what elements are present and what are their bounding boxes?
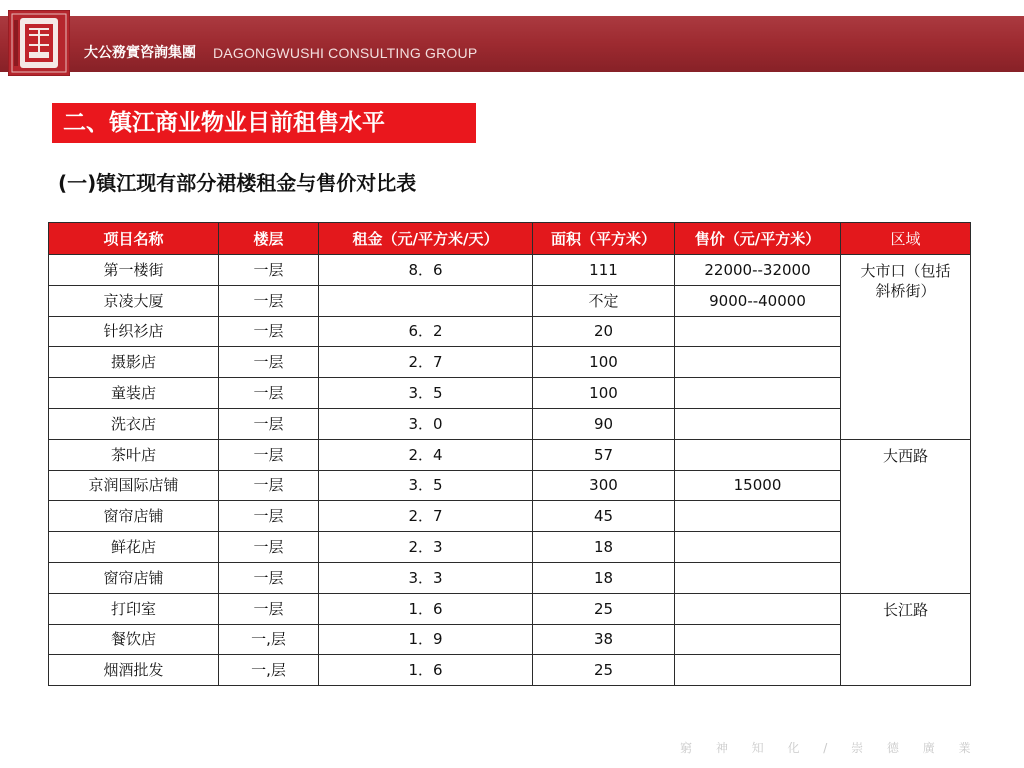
cell-price xyxy=(675,532,841,563)
cell-rent: 2．7 xyxy=(319,347,533,378)
footer-motto: 窮 神 知 化 / 崇 德 廣 業 xyxy=(680,741,981,755)
cell-project-name: 餐饮店 xyxy=(49,624,219,655)
cell-floor: 一层 xyxy=(219,316,319,347)
section-heading-box xyxy=(52,103,476,143)
table-row xyxy=(49,655,971,686)
rent-price-table xyxy=(48,222,971,686)
cell-price: 22000--32000 xyxy=(675,255,841,286)
cell-rent: 8．6 xyxy=(319,255,533,286)
table-row xyxy=(49,378,971,409)
cell-rent xyxy=(319,285,533,316)
cell-area: 25 xyxy=(533,593,675,624)
table-body xyxy=(49,255,971,686)
company-logo xyxy=(8,10,70,76)
cell-region xyxy=(841,593,971,685)
cell-price xyxy=(675,408,841,439)
cell-rent: 3．5 xyxy=(319,378,533,409)
cell-area: 20 xyxy=(533,316,675,347)
cell-price xyxy=(675,378,841,409)
cell-project-name: 洗衣店 xyxy=(49,408,219,439)
cell-price: 15000 xyxy=(675,470,841,501)
cell-price: 9000--40000 xyxy=(675,285,841,316)
column-header-price: 售价（元/平方米） xyxy=(675,223,841,255)
cell-floor: 一层 xyxy=(219,347,319,378)
column-header-area: 面积（平方米） xyxy=(533,223,675,255)
column-header-floor: 楼层 xyxy=(219,223,319,255)
cell-area: 300 xyxy=(533,470,675,501)
cell-floor: 一层 xyxy=(219,408,319,439)
cell-region xyxy=(841,255,971,440)
cell-project-name: 打印室 xyxy=(49,593,219,624)
cell-project-name: 童装店 xyxy=(49,378,219,409)
table-row xyxy=(49,593,971,624)
table-header xyxy=(49,223,971,255)
table-header-row xyxy=(49,223,971,255)
cell-price xyxy=(675,347,841,378)
cell-rent: 3．3 xyxy=(319,562,533,593)
cell-price xyxy=(675,624,841,655)
cell-area: 45 xyxy=(533,501,675,532)
table-row xyxy=(49,285,971,316)
cell-price xyxy=(675,562,841,593)
cell-project-name: 窗帘店铺 xyxy=(49,501,219,532)
cell-floor: 一层 xyxy=(219,562,319,593)
table-row xyxy=(49,470,971,501)
cell-region xyxy=(841,439,971,593)
cell-project-name: 鲜花店 xyxy=(49,532,219,563)
cell-price xyxy=(675,593,841,624)
brand-name-chinese: 大公務實咨詢集團 xyxy=(84,45,196,61)
cell-rent: 2．7 xyxy=(319,501,533,532)
cell-price xyxy=(675,316,841,347)
cell-area: 25 xyxy=(533,655,675,686)
cell-rent: 2．3 xyxy=(319,532,533,563)
cell-rent: 6．2 xyxy=(319,316,533,347)
brand-name-english: DAGONGWUSHI CONSULTING GROUP xyxy=(213,45,478,61)
table-row xyxy=(49,316,971,347)
cell-area: 18 xyxy=(533,532,675,563)
table-title: (一)镇江现有部分裙楼租金与售价对比表 xyxy=(58,171,417,195)
table-row xyxy=(49,347,971,378)
cell-rent: 2．4 xyxy=(319,439,533,470)
section-title: 二、镇江商业物业目前租售水平 xyxy=(63,110,385,136)
cell-floor: 一层 xyxy=(219,470,319,501)
cell-project-name: 针织衫店 xyxy=(49,316,219,347)
column-header-rent: 租金（元/平方米/天） xyxy=(319,223,533,255)
cell-area: 18 xyxy=(533,562,675,593)
cell-floor: 一层 xyxy=(219,378,319,409)
table-row xyxy=(49,408,971,439)
cell-project-name: 京凌大厦 xyxy=(49,285,219,316)
region-label: 长江路 xyxy=(882,600,928,619)
cell-area: 100 xyxy=(533,378,675,409)
cell-rent: 1．6 xyxy=(319,655,533,686)
cell-area: 不定 xyxy=(533,285,675,316)
cell-project-name: 茶叶店 xyxy=(49,439,219,470)
region-label: 大西路 xyxy=(882,446,928,465)
cell-area: 111 xyxy=(533,255,675,286)
table-row xyxy=(49,624,971,655)
cell-rent: 1．9 xyxy=(319,624,533,655)
table-row xyxy=(49,501,971,532)
cell-floor: 一层 xyxy=(219,532,319,563)
table-row xyxy=(49,532,971,563)
header-banner xyxy=(0,16,1024,72)
table-row xyxy=(49,439,971,470)
cell-price xyxy=(675,501,841,532)
cell-floor: 一层 xyxy=(219,501,319,532)
cell-price xyxy=(675,439,841,470)
cell-project-name: 摄影店 xyxy=(49,347,219,378)
cell-area: 57 xyxy=(533,439,675,470)
cell-project-name: 第一楼街 xyxy=(49,255,219,286)
cell-rent: 3．0 xyxy=(319,408,533,439)
region-label: 大市口（包括斜桥街） xyxy=(860,262,951,300)
cell-project-name: 烟酒批发 xyxy=(49,655,219,686)
cell-rent: 3．5 xyxy=(319,470,533,501)
cell-area: 90 xyxy=(533,408,675,439)
cell-area: 100 xyxy=(533,347,675,378)
cell-floor: 一层 xyxy=(219,255,319,286)
cell-floor: 一,层 xyxy=(219,655,319,686)
table-row xyxy=(49,562,971,593)
column-header-region: 区域 xyxy=(841,223,971,255)
cell-floor: 一层 xyxy=(219,593,319,624)
cell-project-name: 窗帘店铺 xyxy=(49,562,219,593)
cell-floor: 一层 xyxy=(219,439,319,470)
table-row xyxy=(49,255,971,286)
cell-area: 38 xyxy=(533,624,675,655)
column-header-project-name: 项目名称 xyxy=(49,223,219,255)
cell-rent: 1．6 xyxy=(319,593,533,624)
cell-price xyxy=(675,655,841,686)
cell-project-name: 京润国际店铺 xyxy=(49,470,219,501)
cell-floor: 一层 xyxy=(219,285,319,316)
cell-floor: 一,层 xyxy=(219,624,319,655)
